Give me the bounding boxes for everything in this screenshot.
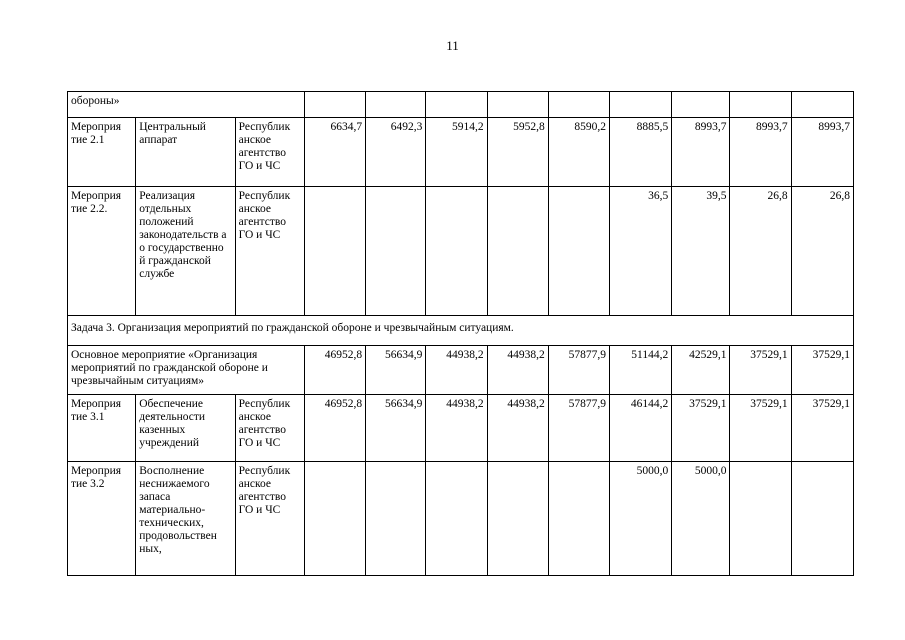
table-row (68, 92, 854, 118)
measure-name: Центральный аппарат (136, 118, 235, 187)
value-cell (426, 187, 487, 316)
value-cell: 44938,2 (426, 395, 487, 462)
value-cell: 26,8 (791, 187, 853, 316)
continued-header-cell: обороны» (68, 92, 305, 118)
value-cell: 56634,9 (366, 346, 426, 395)
value-cell (487, 462, 548, 576)
measure-name: Реализация отдельных положений законодательств а о государственно й гражданской службе (136, 187, 235, 316)
value-cell: 57877,9 (548, 346, 609, 395)
table-row (68, 462, 854, 576)
value-cell: 5914,2 (426, 118, 487, 187)
value-cell (487, 187, 548, 316)
value-cell: 5000,0 (672, 462, 730, 576)
value-cell: 42529,1 (672, 346, 730, 395)
value-cell (426, 462, 487, 576)
value-cell (548, 462, 609, 576)
measure-label: Мероприя тие 3.2 (68, 462, 136, 576)
table-row (68, 118, 854, 187)
value-cell: 8993,7 (672, 118, 730, 187)
measure-executor: Республик анское агентство ГО и ЧС (235, 118, 304, 187)
table-row (68, 395, 854, 462)
value-cell: 6634,7 (304, 118, 365, 187)
value-cell: 36,5 (610, 187, 672, 316)
measure-label: Мероприя тие 3.1 (68, 395, 136, 462)
table-row (68, 187, 854, 316)
value-cell: 51144,2 (610, 346, 672, 395)
value-cell (366, 187, 426, 316)
value-cell (548, 187, 609, 316)
value-cell (366, 462, 426, 576)
value-cell (730, 462, 791, 576)
value-cell: 8885,5 (610, 118, 672, 187)
measure-label: Мероприя тие 2.1 (68, 118, 136, 187)
value-cell: 56634,9 (366, 395, 426, 462)
value-cell: 8993,7 (730, 118, 791, 187)
measure-name: Восполнение неснижаемого запаса материально-технических, продовольствен ных, (136, 462, 235, 576)
value-cell (304, 187, 365, 316)
measure-name: Обеспечение деятельности казенных учреждений (136, 395, 235, 462)
value-cell: 5000,0 (610, 462, 672, 576)
measure-executor: Республик анское агентство ГО и ЧС (235, 187, 304, 316)
value-cell: 37529,1 (791, 395, 853, 462)
value-cell: 26,8 (730, 187, 791, 316)
value-cell: 5952,8 (487, 118, 548, 187)
value-cell (791, 462, 853, 576)
value-cell: 57877,9 (548, 395, 609, 462)
value-cell: 8590,2 (548, 118, 609, 187)
value-cell: 44938,2 (487, 346, 548, 395)
table-row (68, 316, 854, 346)
page-number: 11 (446, 38, 459, 53)
measure-label: Мероприя тие 2.2. (68, 187, 136, 316)
value-cell: 37529,1 (791, 346, 853, 395)
measure-executor: Республик анское агентство ГО и ЧС (235, 462, 304, 576)
value-cell: 37529,1 (730, 346, 791, 395)
table-row (68, 346, 854, 395)
task-heading: Задача 3. Организация мероприятий по гражданской обороне и чрезвычайным ситуациям. (68, 316, 854, 346)
value-cell: 46144,2 (610, 395, 672, 462)
value-cell: 6492,3 (366, 118, 426, 187)
value-cell (304, 462, 365, 576)
value-cell: 39,5 (672, 187, 730, 316)
value-cell: 44938,2 (487, 395, 548, 462)
value-cell: 8993,7 (791, 118, 853, 187)
budget-table (67, 91, 854, 576)
value-cell: 44938,2 (426, 346, 487, 395)
main-measure-name: Основное мероприятие «Организация мероприятий по гражданской обороне и чрезвычайным ситуациям» (68, 346, 305, 395)
value-cell: 37529,1 (730, 395, 791, 462)
measure-executor: Республик анское агентство ГО и ЧС (235, 395, 304, 462)
value-cell: 46952,8 (304, 395, 365, 462)
value-cell: 46952,8 (304, 346, 365, 395)
value-cell: 37529,1 (672, 395, 730, 462)
